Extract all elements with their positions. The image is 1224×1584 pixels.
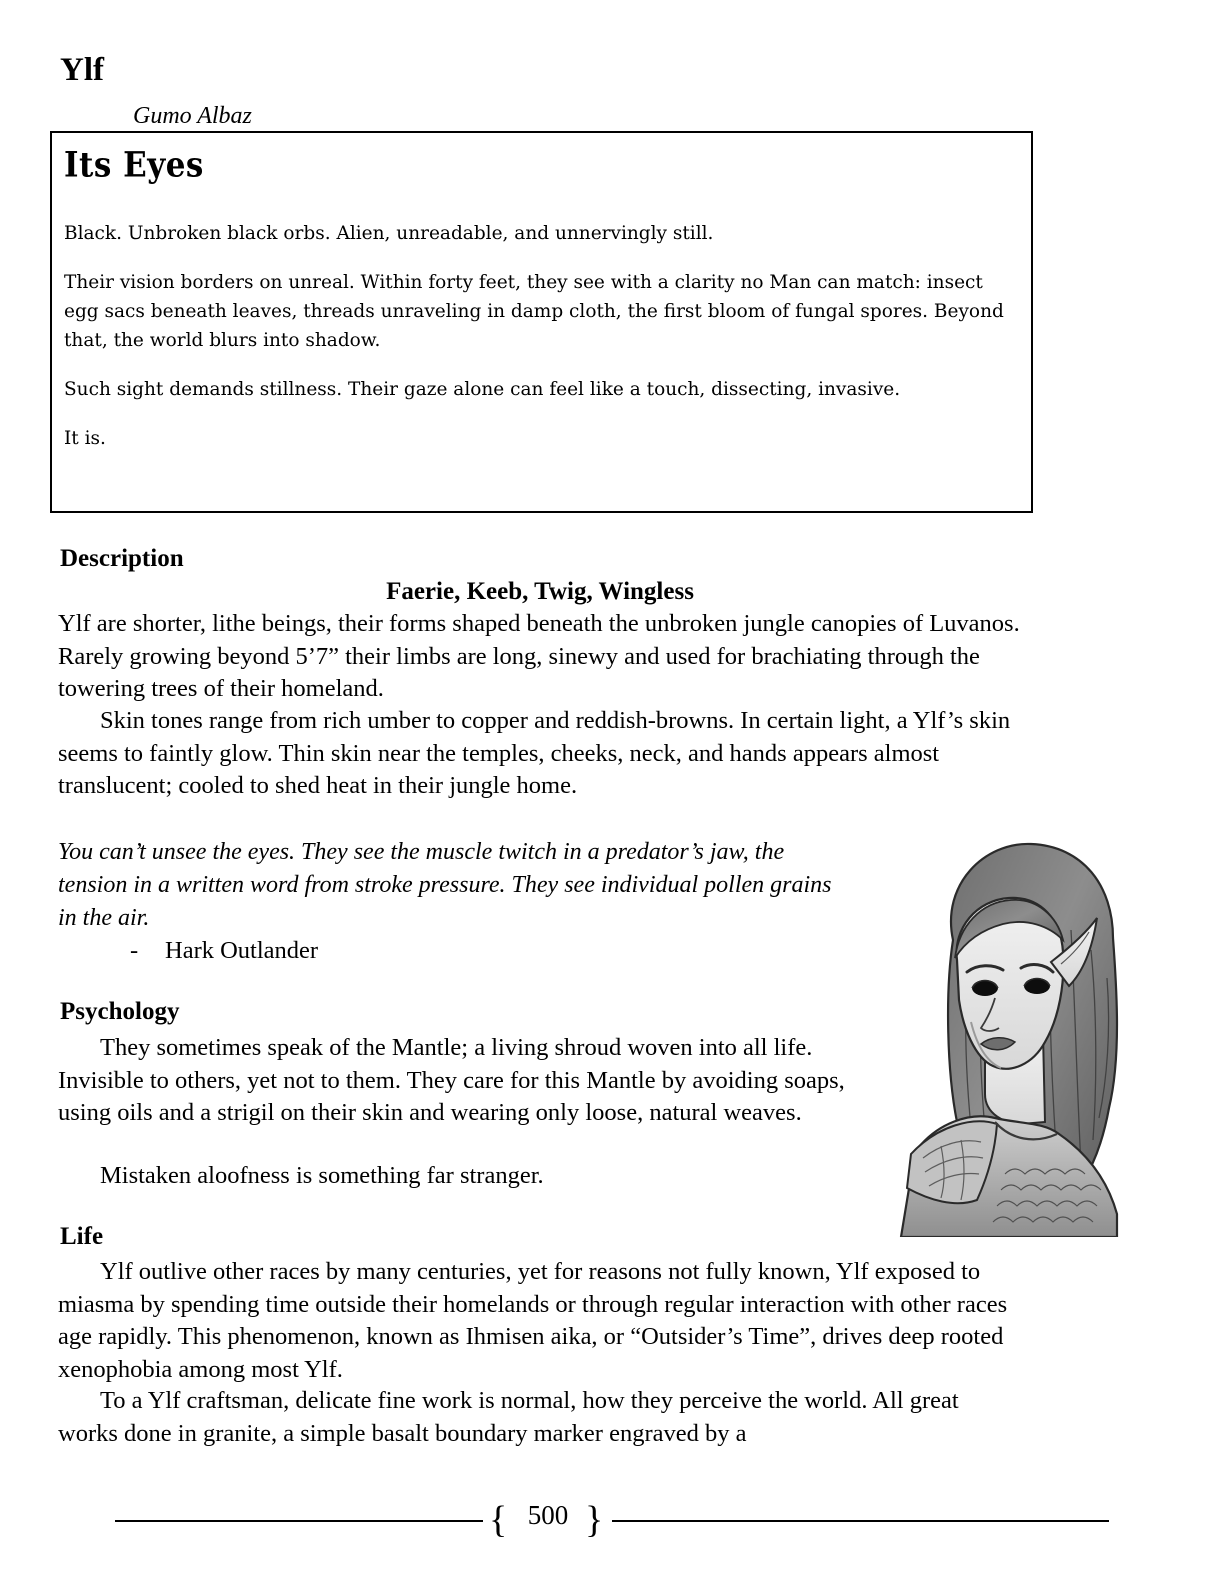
callout-box-its-eyes [50, 131, 1033, 513]
byline: Gumo Albaz [133, 103, 252, 129]
pull-quote-attribution: Hark Outlander [165, 937, 319, 964]
footer-rule-left [115, 1520, 483, 1522]
callout-paragraph: Their vision borders on unreal. Within forty feet, they see with a clarity no Man can match: insect egg sacs beneath leaves, threads unraveling in damp cloth, the first bloom of fungal spores. Beyond that, the world blurs into shadow. [64, 272, 1004, 351]
pull-quote-text: You can’t unsee the eyes. They see the muscle twitch in a predator’s jaw, the tension in a written word from stroke pressure. They see individual pollen grains in the air. [58, 839, 832, 931]
pull-quote-dash: - [130, 937, 139, 964]
footer-brace-right: } [585, 1499, 604, 1541]
section-heading-psychology: Psychology [60, 998, 180, 1025]
callout-paragraph: It is. [64, 428, 106, 449]
description-paragraph-1: Ylf are shorter, lithe beings, their forms shaped beneath the unbroken jungle canopies of Luvanos. Rarely growing beyond 5’7” their limbs are long, sinewy and used for brachiating through the towering trees of their homeland. [58, 610, 1020, 702]
footer-rule-right [612, 1520, 1109, 1522]
psychology-paragraph-1: They sometimes speak of the Mantle; a living shroud woven into all life. Invisible to others, yet not to them. They care for this Mantle by avoiding soaps, using oils and a strigil on their skin and wearing only loose, natural weaves. [58, 1034, 845, 1126]
life-paragraph-2: To a Ylf craftsman, delicate fine work is normal, how they perceive the world. All great works done in granite, a simple basalt boundary marker engraved by a [58, 1387, 959, 1447]
description-paragraph-2: Skin tones range from rich umber to copper and reddish-browns. In certain light, a Ylf’s skin seems to faintly glow. Thin skin near the temples, cheeks, neck, and hands appears almost translucent; cooled to shed heat in their jungle home. [58, 707, 1011, 799]
psychology-paragraph-2: Mistaken aloofness is something far stranger. [100, 1162, 544, 1189]
section-heading-description: Description [60, 545, 184, 572]
life-paragraph-1: Ylf outlive other races by many centuries, yet for reasons not fully known, Ylf exposed to miasma by spending time outside their homelands or through regular interaction with other races age rapidly. This phenomenon, known as Ihmisen aika, or “Outsider’s Time”, drives deep rooted xenophobia among most Ylf. [58, 1258, 1008, 1383]
callout-body [64, 219, 1014, 473]
section-heading-life: Life [60, 1223, 104, 1250]
footer-brace-left: { [489, 1499, 508, 1541]
callout-heading: Its Eyes [64, 145, 204, 186]
page-number: 500 [527, 1500, 569, 1530]
page-footer [0, 1500, 1224, 1560]
page-title: Ylf [60, 52, 104, 88]
callout-paragraph: Such sight demands stillness. Their gaze alone can feel like a touch, dissecting, invasive. [64, 379, 901, 400]
callout-paragraph: Black. Unbroken black orbs. Alien, unreadable, and unnervingly still. [64, 223, 714, 244]
description-subtitle: Faerie, Keeb, Twig, Wingless [386, 578, 694, 605]
ylf-portrait-illustration [845, 822, 1145, 1237]
